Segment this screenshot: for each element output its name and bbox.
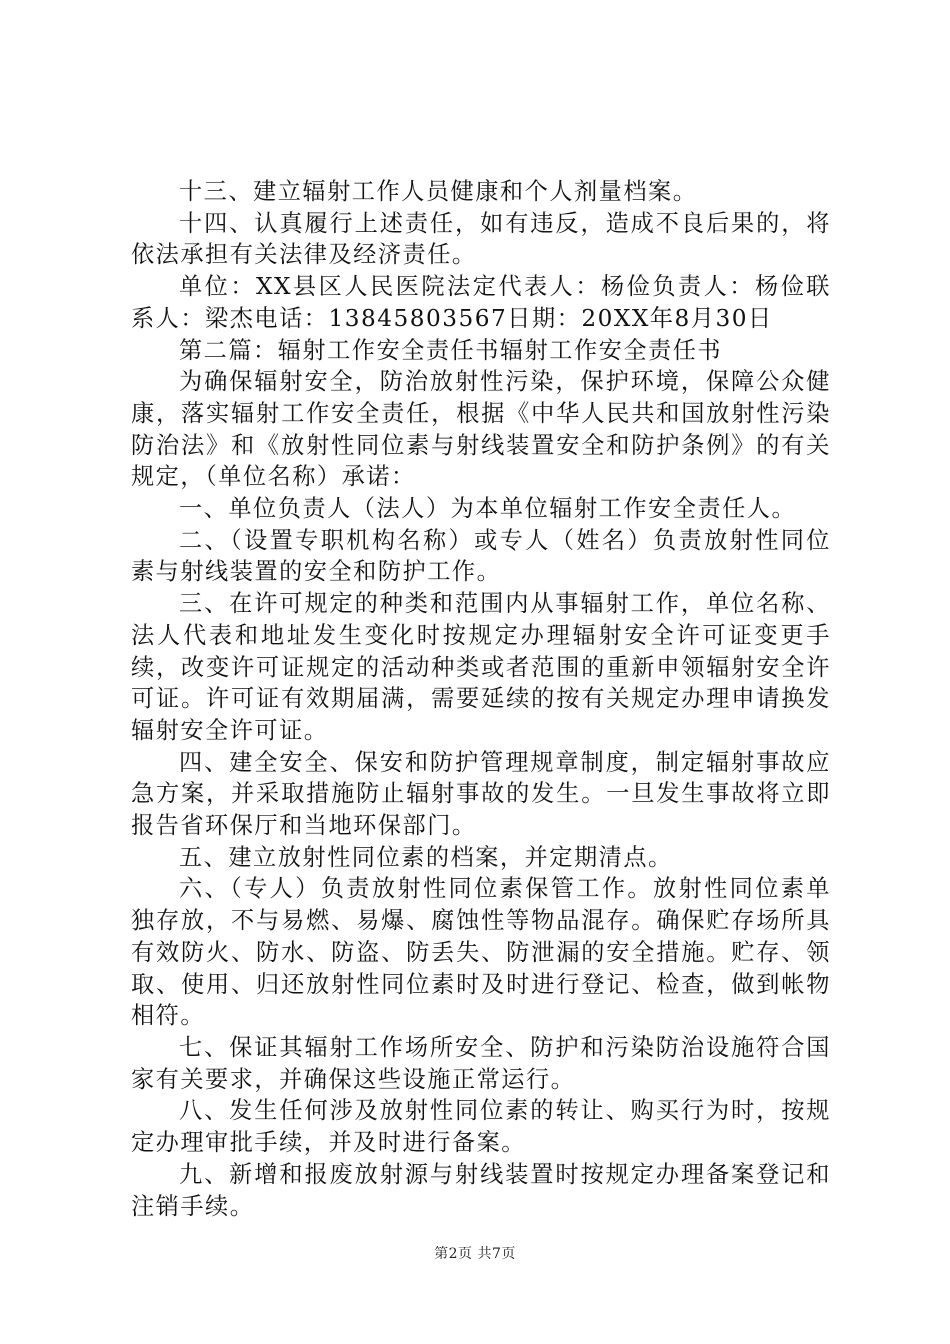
document-body bbox=[131, 176, 831, 1222]
clause-9: 九、新增和报废放射源与射线装置时按规定办理备案登记和注销手续。 bbox=[131, 1160, 831, 1220]
page-number-footer: 第2页 共7页 bbox=[434, 1246, 516, 1262]
clause-8: 八、发生任何涉及放射性同位素的转让、购买行为时，按规定办理审批手续，并及时进行备案。 bbox=[131, 1097, 831, 1157]
paragraph-14: 十四、认真履行上述责任，如有违反，造成不良后果的，将依法承担有关法律及经济责任。 bbox=[131, 209, 831, 269]
section-heading: 第二篇：辐射工作安全责任书辐射工作安全责任书 bbox=[179, 336, 723, 364]
clause-6: 六、（专人）负责放射性同位素保管工作。放射性同位素单独存放，不与易燃、易爆、腐蚀性等物品混存。确保贮存场所具有效防火、防水、防盗、防丢失、防泄漏的安全措施。贮存、领取、使用、归还放射性同位素时及时进行登记、检查，做到帐物相符。 bbox=[131, 875, 831, 1030]
clause-2: 二、（设置专职机构名称）或专人（姓名）负责放射性同位素与射线装置的安全和防护工作。 bbox=[131, 526, 831, 586]
paragraph-13: 十三、建立辐射工作人员健康和个人剂量档案。 bbox=[179, 178, 698, 205]
signature-block: 单位：XX县区人民医院法定代表人：杨俭负责人：杨俭联系人：梁杰电话：13845803567日期：20XX年8月30日 bbox=[131, 273, 831, 332]
clause-1: 一、单位负责人（法人）为本单位辐射工作安全责任人。 bbox=[179, 495, 797, 523]
clause-7: 七、保证其辐射工作场所安全、防护和污染防治设施符合国家有关要求，并确保这些设施正常运行。 bbox=[131, 1033, 831, 1093]
clause-3: 三、在许可规定的种类和范围内从事辐射工作，单位名称、法人代表和地址发生变化时按规定办理辐射安全许可证变更手续，改变许可证规定的活动种类或者范围的重新申领辐射安全许可证。许可证有效期届满，需要延续的按有关规定办理申请换发辐射安全许可证。 bbox=[131, 590, 831, 744]
clause-4: 四、建全安全、保安和防护管理规章制度，制定辐射事故应急方案，并采取措施防止辐射事故的发生。一旦发生事故将立即报告省环保厅和当地环保部门。 bbox=[131, 748, 831, 840]
clause-5: 五、建立放射性同位素的档案，并定期清点。 bbox=[179, 843, 673, 871]
preamble-paragraph: 为确保辐射安全，防治放射性污染，保护环境，保障公众健康，落实辐射工作安全责任，根据《中华人民共和国放射性污染防治法》和《放射性同位素与射线装置安全和防护条例》的有关规定，（单位名称）承诺： bbox=[131, 368, 831, 491]
